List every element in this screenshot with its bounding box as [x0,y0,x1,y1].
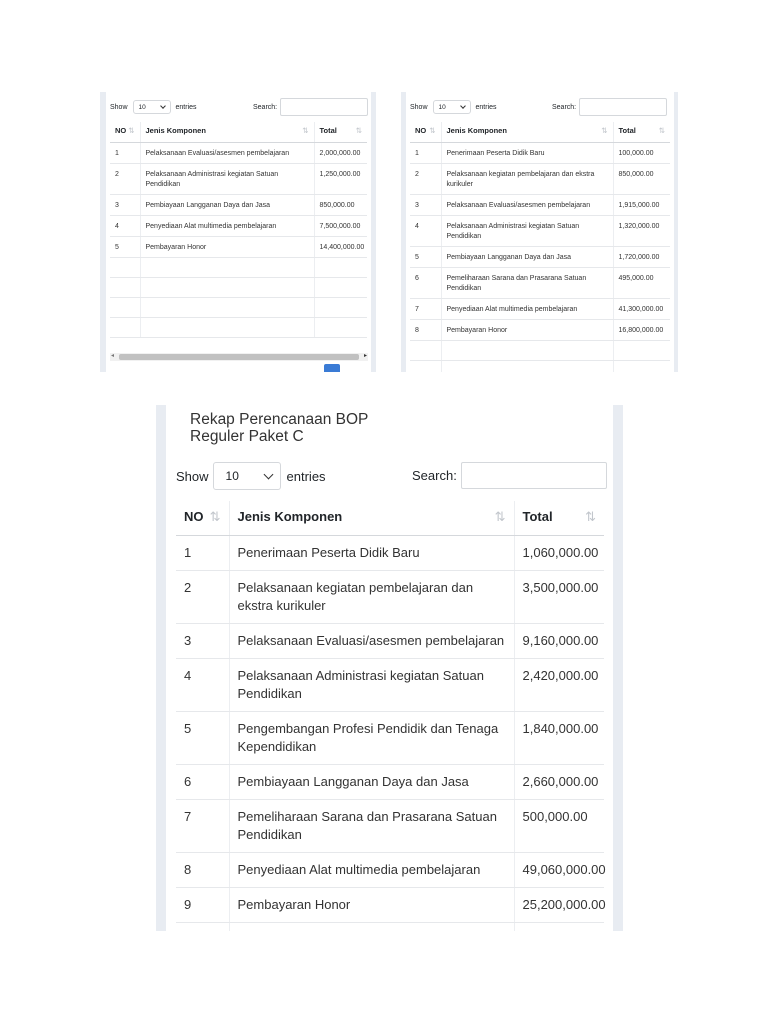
length-control [410,100,497,114]
cell-total: 49,060,000.00 [514,852,604,887]
cell-total: 1,320,000.00 [613,215,670,246]
panel-edge [371,92,376,372]
table-row [110,215,367,236]
cell-jenis: Pelaksanaan Evaluasi/asesmen pembelajaran [140,142,314,163]
cell-no: 8 [176,852,229,887]
cell-no: 9 [176,887,229,922]
column-header-jenis[interactable]: Jenis Komponen ⇅ [441,122,613,142]
empty-row [110,277,367,297]
search-input[interactable] [579,98,667,116]
entries-select[interactable] [433,100,471,114]
column-header-no[interactable]: NO ⇅ [410,122,441,142]
cell-jenis: Pembayaran Honor [140,236,314,257]
entries-label: entries [175,103,197,111]
sort-icon: ⇅ [494,509,506,524]
show-label: Show [110,103,128,111]
sort-icon: ⇅ [601,126,608,135]
empty-row [110,257,367,277]
cell-jenis: Pembiayaan Langganan Daya dan Jasa [229,764,514,799]
cell-total: 7,500,000.00 [314,215,367,236]
cell-total: 2,000,000.00 [314,142,367,163]
search-input[interactable] [280,98,368,116]
cell-total: 1,060,000.00 [514,535,604,570]
empty-row [176,922,604,931]
cell-no: 3 [410,194,441,215]
entries-label: entries [286,468,326,484]
column-header-total[interactable]: Total ⇅ [613,122,670,142]
cell-no: 2 [176,570,229,623]
search-control [552,98,667,116]
empty-row [110,297,367,317]
entries-select[interactable] [213,462,281,490]
entries-value: 10 [138,103,146,111]
table-row [176,887,604,922]
table-row [176,658,604,711]
search-label: Search: [552,103,577,111]
cell-total: 25,200,000.00 [514,887,604,922]
cell-jenis: Pelaksanaan Evaluasi/asesmen pembelajaran [441,194,613,215]
cell-jenis: Pelaksanaan Administrasi kegiatan Satuan Pendidikan [441,215,613,246]
column-header-jenis[interactable]: Jenis Komponen ⇅ [229,501,514,535]
cell-total: 1,720,000.00 [613,246,670,267]
table-row [410,267,670,298]
cell-no: 4 [410,215,441,246]
panel-edge [674,92,678,372]
cell-no: 4 [110,215,140,236]
page-title-line2: Reguler Paket C [190,428,304,445]
chevron-down-icon [460,103,466,109]
search-label: Search: [253,103,278,111]
sort-icon: ⇅ [302,126,309,135]
cell-no: 1 [176,535,229,570]
cell-total: 9,160,000.00 [514,623,604,658]
table-header-row [110,122,367,142]
cell-jenis: Pelaksanaan kegiatan pembelajaran dan ekstra kurikuler [441,163,613,194]
cell-total: 1,915,000.00 [613,194,670,215]
cell-no: 3 [176,623,229,658]
cell-jenis: Penyediaan Alat multimedia pembelajaran [229,852,514,887]
cell-total: 14,400,000.00 [314,236,367,257]
scroll-left-icon[interactable]: ◂ [111,353,115,359]
column-header-total[interactable]: Total ⇅ [314,122,367,142]
cell-total: 850,000.00 [314,194,367,215]
cell-total: 2,660,000.00 [514,764,604,799]
cell-jenis: Pemeliharaan Sarana dan Prasarana Satuan Pendidikan [229,799,514,852]
cell-jenis: Penyediaan Alat multimedia pembelajaran [441,298,613,319]
table-row [410,246,670,267]
column-header-no[interactable]: NO ⇅ [110,122,140,142]
table-row [110,236,367,257]
cell-no: 3 [110,194,140,215]
cell-no: 5 [410,246,441,267]
empty-row [410,340,670,360]
table-header-row [176,501,604,535]
cell-no: 8 [410,319,441,340]
table-row [110,194,367,215]
main-table-panel [156,405,623,931]
cell-no: 7 [410,298,441,319]
table-header-row [410,122,670,142]
table-row [410,215,670,246]
table-row [410,142,670,163]
search-label: Search: [412,468,457,483]
panel-edge [100,92,106,372]
cell-jenis: Pelaksanaan Evaluasi/asesmen pembelajaran [229,623,514,658]
table-row [410,298,670,319]
sort-icon: ⇅ [429,126,436,135]
search-input[interactable] [461,462,607,489]
entries-value: 10 [225,469,239,483]
data-table [110,122,367,338]
chevron-down-icon [263,469,273,479]
cell-no: 6 [410,267,441,298]
cell-no: 5 [176,711,229,764]
cell-total: 2,420,000.00 [514,658,604,711]
chevron-down-icon [160,103,166,109]
table-row [176,852,604,887]
table-row [176,799,604,852]
table-row [176,535,604,570]
scrollbar-thumb[interactable] [119,354,359,360]
search-control [412,462,607,489]
show-label: Show [410,103,428,111]
cell-jenis: Pelaksanaan Administrasi kegiatan Satuan Pendidikan [229,658,514,711]
cell-total: 1,250,000.00 [314,163,367,194]
panel-edge [401,92,406,372]
pagination-current-button[interactable] [324,364,340,372]
column-header-no[interactable]: NO ⇅ [176,501,229,535]
cell-no: 4 [176,658,229,711]
cell-no: 6 [176,764,229,799]
sort-icon: ⇅ [585,509,596,524]
horizontal-scrollbar[interactable] [110,353,368,361]
column-header-total[interactable]: Total ⇅ [514,501,604,535]
top-left-table-panel [100,92,376,372]
panel-edge [613,405,623,931]
cell-total: 41,300,000.00 [613,298,670,319]
sort-icon: ⇅ [209,509,221,524]
length-control [176,462,326,490]
table-row [176,570,604,623]
entries-select[interactable] [133,100,171,114]
empty-row [110,317,367,337]
entries-value: 10 [438,103,446,111]
cell-total: 495,000.00 [613,267,670,298]
table-row [176,623,604,658]
cell-total: 500,000.00 [514,799,604,852]
table-row [110,163,367,194]
cell-total: 850,000.00 [613,163,670,194]
empty-row [410,360,670,372]
search-control [253,98,368,116]
cell-jenis: Pembayaran Honor [229,887,514,922]
cell-jenis: Penyediaan Alat multimedia pembelajaran [140,215,314,236]
length-control [110,100,197,114]
scroll-right-icon[interactable]: ▸ [363,353,367,359]
top-right-table-panel [401,92,678,372]
table-row [176,711,604,764]
cell-total: 3,500,000.00 [514,570,604,623]
cell-jenis: Pembiayaan Langganan Daya dan Jasa [441,246,613,267]
table-row [110,142,367,163]
cell-total: 100,000.00 [613,142,670,163]
table-row [176,764,604,799]
cell-jenis: Pemeliharaan Sarana dan Prasarana Satuan Pendidikan [441,267,613,298]
sort-icon: ⇅ [355,126,362,135]
cell-no: 2 [110,163,140,194]
cell-no: 1 [110,142,140,163]
entries-label: entries [475,103,497,111]
cell-total: 1,840,000.00 [514,711,604,764]
cell-jenis: Pembiayaan Langganan Daya dan Jasa [140,194,314,215]
cell-no: 7 [176,799,229,852]
cell-no: 2 [410,163,441,194]
table-row [410,319,670,340]
cell-no: 5 [110,236,140,257]
data-table [176,501,604,931]
data-table [410,122,670,372]
page-title [190,411,368,445]
cell-jenis: Pelaksanaan Administrasi kegiatan Satuan Pendidikan [140,163,314,194]
cell-jenis: Pengembangan Profesi Pendidik dan Tenaga Kependidikan [229,711,514,764]
column-header-jenis[interactable]: Jenis Komponen ⇅ [140,122,314,142]
table-row [410,163,670,194]
show-label: Show [176,468,209,484]
cell-jenis: Pembayaran Honor [441,319,613,340]
panel-edge [156,405,166,931]
cell-total: 16,800,000.00 [613,319,670,340]
cell-jenis: Penerimaan Peserta Didik Baru [229,535,514,570]
sort-icon: ⇅ [658,126,665,135]
table-row [410,194,670,215]
cell-no: 1 [410,142,441,163]
cell-jenis: Pelaksanaan kegiatan pembelajaran dan ekstra kurikuler [229,570,514,623]
sort-icon: ⇅ [128,126,135,135]
page-title-line1: Rekap Perencanaan BOP [190,411,369,428]
cell-jenis: Penerimaan Peserta Didik Baru [441,142,613,163]
